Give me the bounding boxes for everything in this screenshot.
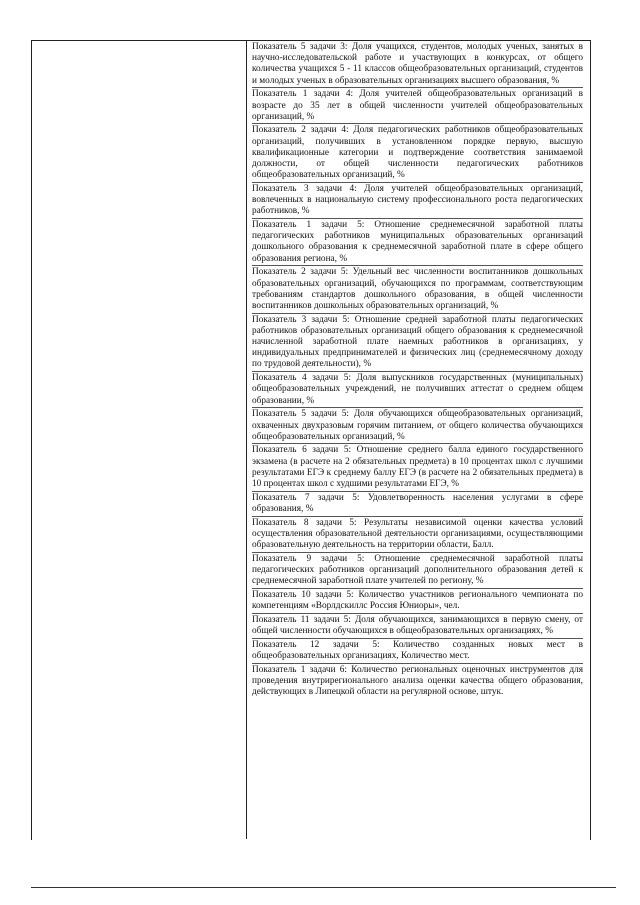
row-divider <box>252 516 583 517</box>
indicator-item: Показатель 2 задачи 4: Доля педагогических работников общеобразовательных организаций, получивших в установленном порядке первую, высшую квалификационные категории и подтверждение соответствия занимаемой должности, от общей численности педагогических работников общеобразовательных организаций, % <box>252 125 583 181</box>
indicator-item: Показатель 5 задачи 5: Доля обучающихся общеобразовательных организаций, охваченных двухразовым горячим питанием, от общего количества обучающихся общеобразовательных организаций, % <box>252 409 583 442</box>
page-bottom-rule <box>31 887 616 888</box>
indicator-item: Показатель 7 задачи 5: Удовлетворенность населения услугами в сфере образования, % <box>252 492 583 514</box>
row-divider <box>252 613 583 614</box>
indicator-item: Показатель 11 задачи 5: Доля обучающихся, занимающихся в первую смену, от общей численности обучающихся в общеобразовательных организациях, % <box>252 614 583 636</box>
row-divider <box>252 552 583 553</box>
row-divider <box>252 491 583 492</box>
indicator-item: Показатель 1 задачи 5: Отношение среднемесячной заработной платы педагогических работников муниципальных образовательных организаций дошкольного образования к среднемесячной заработной плате в сфере общего образования региона, % <box>252 220 583 264</box>
indicator-list <box>252 42 583 837</box>
indicator-item: Показатель 4 задачи 5: Доля выпускников государственных (муниципальных) общеобразовательных учреждений, не получивших аттестат о среднем общем образовании, % <box>252 373 583 406</box>
column-divider <box>246 40 247 839</box>
row-divider <box>252 663 583 664</box>
indicator-item: Показатель 1 задачи 6: Количество региональных оценочных инструментов для проведения внутрирегионального анализа оценки качества общего образования, действующих в Липецкой области на регулярной основе, штук. <box>252 664 583 697</box>
indicator-item: Показатель 9 задачи 5: Отношение среднемесячной заработной платы педагогических работников организаций дополнительного образования детей к среднемесячной заработной плате учителей по региону, % <box>252 553 583 587</box>
indicator-item: Показатель 2 задачи 5: Удельный вес численности воспитанников дошкольных образовательных организаций, обучающихся по программам, соответствующим требованиям стандартов дошкольного образования, в общей численности воспитанников дошкольных образовательных организаций, % <box>252 267 583 311</box>
indicator-item: Показатель 1 задачи 4: Доля учителей общеобразовательных организаций в возрасте до 35 лет в общей численности учителей общеобразовательных организаций, % <box>252 89 583 122</box>
row-divider <box>252 638 583 639</box>
indicator-item: Показатель 10 задачи 5: Количество участников регионального чемпионата по компетенциям «Ворлдскиллс Россия Юниоры», чел. <box>252 589 583 612</box>
indicator-item: Показатель 3 задачи 5: Отношение средней заработной платы педагогических работников образовательных организаций общего образования к среднемесячной начисленной заработной плате наемных работников в организациях, у индивидуальных предпринимателей и физических лиц (среднемесячному доходу по трудовой деятельности), % <box>252 314 583 370</box>
indicator-item: Показатель 12 задачи 5: Количество созданных новых мест в общеобразовательных организациях, Количество мест. <box>252 639 583 661</box>
row-divider <box>252 182 583 183</box>
indicator-item: Показатель 6 задачи 5: Отношение среднего балла единого государственного экзамена (в расчете на 2 обязательных предмета) в 10 процентах школ с лучшими результатами ЕГЭ к среднему баллу ЕГЭ (в расчете на 2 обязательных предмета) в 10 процентах школ с худшими результатами ЕГЭ, % <box>252 445 583 490</box>
indicator-item: Показатель 8 задачи 5: Результаты независимой оценки качества условий осуществления образовательной деятельности организациями, осуществляющими образовательную деятельность на территории области, Балл. <box>252 517 583 551</box>
row-divider <box>252 313 583 314</box>
row-divider <box>252 588 583 589</box>
indicator-item: Показатель 5 задачи 3: Доля учащихся, студентов, молодых ученых, занятых в научно-исследовательской работе и участвующих в конкурсах, от общего количества учащихся 5 - 11 классов общеобразовательных организаций, студентов и молодых ученых в образовательных организациях высшего образования, % <box>252 42 583 86</box>
row-divider <box>252 218 583 219</box>
indicator-item: Показатель 3 задачи 4: Доля учителей общеобразовательных организаций, вовлеченных в национальную систему профессионального роста педагогических работников, % <box>252 183 583 217</box>
